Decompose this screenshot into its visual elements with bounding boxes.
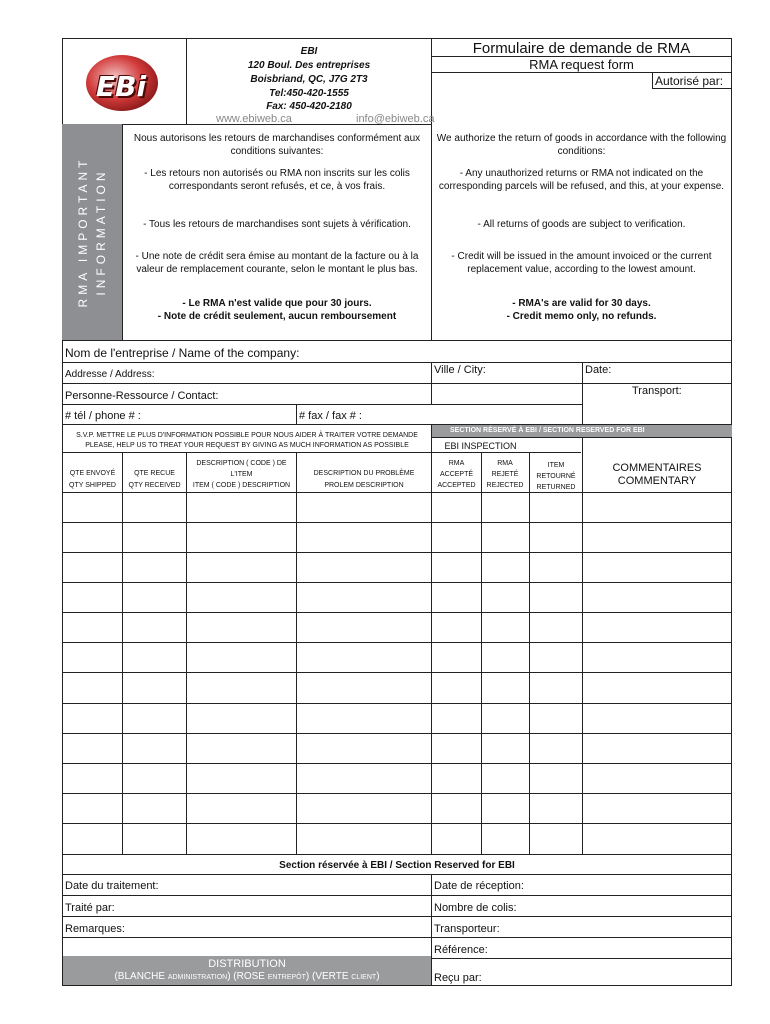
- item-table-rows[interactable]: [63, 493, 731, 854]
- transport-field[interactable]: Transport:: [632, 385, 682, 397]
- conditions-en-1: - Any unauthorized returns or RMA not indicated on the: [459, 168, 704, 179]
- processed-by-field[interactable]: Traité par:: [65, 902, 115, 914]
- col-item-desc-2: L'ITEM: [230, 471, 253, 478]
- company-address-1: 120 Boul. Des entreprises: [247, 60, 371, 71]
- col-accepted-2: ACCEPTÉ: [439, 471, 474, 478]
- table-note-en: PLEASE, HELP US TO TREAT YOUR REQUEST BY GIVING AS MUCH INFORMATION AS POSSIBLE: [85, 442, 409, 449]
- processing-date-field[interactable]: Date du traitement:: [65, 880, 159, 892]
- col-accepted-1: RMA: [448, 460, 465, 467]
- conditions-en-2: - All returns of goods are subject to verification.: [477, 219, 686, 230]
- col-returned-1: ITEM: [547, 462, 565, 469]
- reception-date-field[interactable]: Date de réception:: [434, 880, 524, 892]
- col-comments-en: COMMENTARY: [617, 475, 697, 487]
- col-qty-received-en: QTY RECEIVED: [128, 482, 181, 489]
- col-problem-fr: DESCRIPTION DU PROBLÈME: [313, 470, 415, 477]
- form-title-en: RMA request form: [529, 57, 634, 72]
- contact-field[interactable]: Personne-Ressource / Contact:: [65, 390, 219, 402]
- conditions-fr-intro: Nous autorisons les retours de marchandises conformément aux: [133, 133, 421, 144]
- conditions-fr-1b: correspondants seront refusés, et ce, à vos frais.: [168, 181, 386, 192]
- col-qty-received-fr: QTE RECUE: [134, 470, 175, 477]
- col-returned-3: RETURNED: [536, 484, 576, 491]
- logo-text: EBi: [96, 70, 147, 103]
- conditions-en-1b: corresponding parcels will be refused, and this, at your expense.: [438, 181, 725, 192]
- company-fax: Fax: 450-420-2180: [266, 101, 352, 112]
- conditions-en-intro: We authorize the return of goods in accordance with the following: [436, 133, 727, 144]
- col-qty-shipped-en: QTY SHIPPED: [69, 482, 116, 489]
- date-field[interactable]: Date:: [585, 364, 612, 376]
- company-website[interactable]: www.ebiweb.ca: [216, 113, 292, 125]
- authorized-by-label: Autorisé par:: [655, 74, 724, 88]
- remarks-field[interactable]: Remarques:: [65, 923, 125, 935]
- conditions-en-3b: replacement value, according to the lowest amount.: [467, 264, 696, 275]
- company-tel: Tel:450-420-1555: [269, 88, 349, 99]
- conditions-fr-validity: - Le RMA n'est valide que pour 30 jours.: [182, 298, 372, 309]
- table-note-fr: S.V.P. METTRE LE PLUS D'INFORMATION POSSIBLE POUR NOUS AIDER À TRAITER VOTRE DEMANDE: [76, 432, 418, 439]
- col-returned-2: RETOURNÉ: [536, 473, 576, 480]
- ebi-inspection-label: EBI INSPECTION: [444, 441, 517, 451]
- col-item-desc-1: DESCRIPTION ( CODE ) DE: [196, 460, 287, 467]
- col-accepted-3: ACCEPTED: [437, 482, 476, 489]
- conditions-fr-credit: - Note de crédit seulement, aucun remboursement: [157, 311, 397, 322]
- distribution-copies: (BLANCHE ADMINISTRATION) (ROSE ENTREPÔT) (VERTE CLIENT): [114, 971, 380, 982]
- col-rejected-1: RMA: [497, 460, 513, 467]
- company-address-2: Boisbriand, QC, J7G 2T3: [250, 74, 368, 85]
- col-rejected-3: REJECTED: [486, 482, 524, 489]
- phone-field[interactable]: # tél / phone # :: [65, 410, 141, 422]
- conditions-fr-2: - Tous les retours de marchandises sont sujets à vérification.: [143, 219, 411, 230]
- conditions-fr-1: - Les retours non autorisés ou RMA non inscrits sur les colis: [144, 168, 410, 179]
- city-field[interactable]: Ville / City:: [434, 364, 486, 376]
- reference-field[interactable]: Référence:: [434, 944, 488, 956]
- carrier-field[interactable]: Transporteur:: [434, 923, 500, 935]
- company-name: EBI: [300, 46, 318, 57]
- reserved-band-text: SECTION RÉSERVÉ À EBI / SECTION RESERVED FOR EBI: [450, 427, 645, 434]
- company-name-field[interactable]: Nom de l'entreprise / Name of the company:: [65, 346, 300, 360]
- col-item-desc-3: ITEM ( CODE ) DESCRIPTION: [192, 482, 291, 489]
- received-by-field[interactable]: Reçu par:: [434, 972, 482, 984]
- col-qty-shipped-fr: QTE ENVOYÉ: [69, 470, 116, 477]
- footer-section-title: Section réservée à EBI / Section Reserved for EBI: [279, 860, 515, 871]
- parcels-field[interactable]: Nombre de colis:: [434, 902, 517, 914]
- form-title-fr: Formulaire de demande de RMA: [472, 40, 691, 57]
- sidebar-label: RMA IMPORTANT INFORMATION: [76, 156, 108, 308]
- conditions-en-credit: - Credit memo only, no refunds.: [506, 311, 657, 322]
- company-email[interactable]: info@ebiweb.ca: [356, 113, 435, 125]
- conditions-fr-3: - Une note de crédit sera émise au montant de la facture ou à la: [135, 251, 419, 262]
- col-problem-en: PROLEM DESCRIPTION: [324, 482, 404, 489]
- conditions-en-intro-2: conditions:: [557, 146, 606, 157]
- col-rejected-2: REJETÉ: [491, 471, 519, 478]
- conditions-en-validity: - RMA's are valid for 30 days.: [512, 298, 651, 309]
- address-field[interactable]: Addresse / Address:: [65, 369, 155, 380]
- conditions-fr-3b: valeur de remplacement courante, selon le montant le plus bas.: [136, 264, 418, 275]
- col-comments-fr: COMMENTAIRES: [612, 462, 702, 474]
- conditions-fr-intro-2: conditions suivantes:: [230, 146, 324, 157]
- fax-field[interactable]: # fax / fax # :: [299, 410, 362, 422]
- conditions-en-3: - Credit will be issued in the amount invoiced or the current: [451, 251, 712, 262]
- distribution-title: DISTRIBUTION: [208, 958, 286, 970]
